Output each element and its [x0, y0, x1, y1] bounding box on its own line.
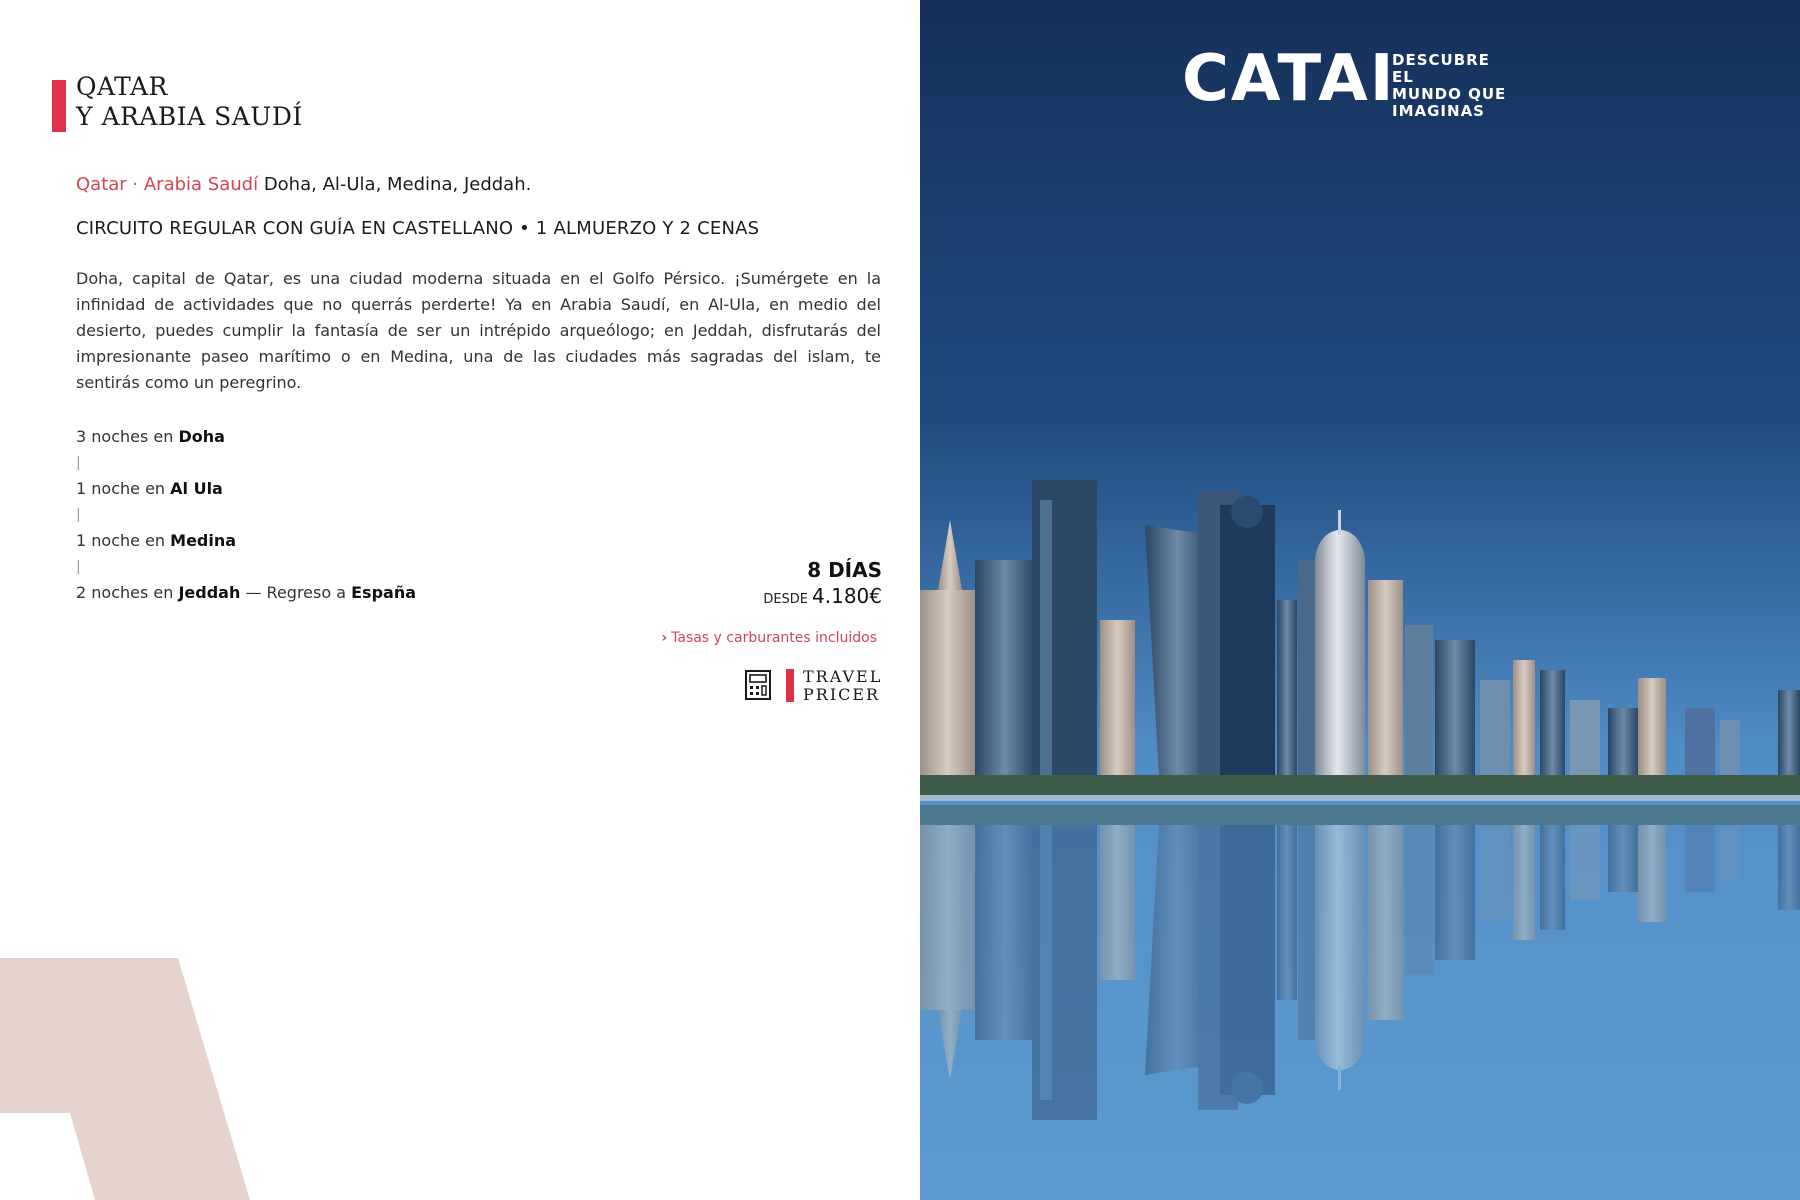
tagline-line-3: IMAGINAS	[1392, 102, 1485, 120]
title-line-1: QATAR	[76, 72, 168, 101]
stop-nights: 1 noche en	[76, 479, 171, 498]
logo-wordmark: CATAI	[1182, 42, 1396, 116]
tour-subtitle: CIRCUITO REGULAR CON GUÍA EN CASTELLANO • 1 ALMUERZO Y 2 CENAS	[76, 218, 760, 239]
title-accent-bar	[52, 80, 66, 132]
tour-description: Doha, capital de Qatar, es una ciudad moderna situada en el Golfo Pérsico. ¡Sumérgete en la infinidad de actividades que no querrás perderte! Ya en Arabia Saudí, en Al-Ula, en medio del desierto, puedes cumplir la fantasía de ser un intrépido arqueólogo; en Jeddah, disfrutarás del impresionante paseo marítimo o en Medina, una de las ciudades más sagradas del islam, te sentirás como un peregrino.	[76, 269, 881, 392]
stop-nights: 1 noche en	[76, 531, 171, 550]
itinerary-stop	[76, 476, 416, 502]
itinerary-stop	[76, 528, 416, 554]
itinerary-list	[76, 424, 416, 606]
stop-place: Doha	[178, 427, 225, 446]
title-line-2: Y ARABIA SAUDÍ	[76, 102, 303, 131]
route-line	[76, 174, 531, 195]
pricer-line-2: PRICER	[803, 685, 881, 704]
pricer-label	[803, 668, 882, 704]
itinerary-separator: |	[76, 507, 81, 523]
trip-duration: 8 DÍAS	[807, 558, 882, 582]
return-text: — Regreso a	[240, 583, 352, 602]
tagline-line-2: MUNDO QUE	[1392, 85, 1507, 103]
price-amount: 4.180€	[812, 584, 882, 608]
chevron-right-icon: ›	[661, 630, 668, 646]
price-line	[763, 584, 882, 608]
itinerary-stop	[76, 580, 416, 606]
logo-tagline	[1392, 52, 1512, 120]
price-block	[763, 558, 882, 608]
cover-photo-panel	[920, 0, 1800, 1200]
page-title	[76, 72, 303, 132]
price-from-label: DESDE	[763, 592, 809, 607]
stop-nights: 3 noches en	[76, 427, 179, 446]
taxes-note: Tasas y carburantes incluidos	[671, 630, 877, 646]
itinerary-separator: |	[76, 455, 81, 471]
calculator-icon	[745, 670, 771, 700]
route-countries: Qatar · Arabia Saudí	[76, 174, 259, 195]
itinerary-separator: |	[76, 559, 81, 575]
stop-place: Al Ula	[170, 479, 223, 498]
taxes-included-link[interactable]	[661, 630, 877, 646]
itinerary-stop	[76, 424, 416, 450]
travel-pricer-badge[interactable]	[745, 668, 883, 704]
return-place: España	[351, 583, 417, 602]
stop-place: Medina	[170, 531, 237, 550]
pricer-accent-bar	[786, 669, 794, 702]
pricer-line-1: TRAVEL	[803, 667, 883, 686]
decorative-shape	[0, 958, 250, 1200]
tagline-line-1: DESCUBRE EL	[1392, 51, 1490, 86]
doha-skyline-image	[920, 0, 1800, 1200]
route-cities: Doha, Al-Ula, Medina, Jeddah.	[263, 174, 532, 195]
stop-nights: 2 noches en	[76, 583, 179, 602]
brand-logo[interactable]	[1182, 42, 1512, 120]
stop-place: Jeddah	[178, 583, 241, 602]
